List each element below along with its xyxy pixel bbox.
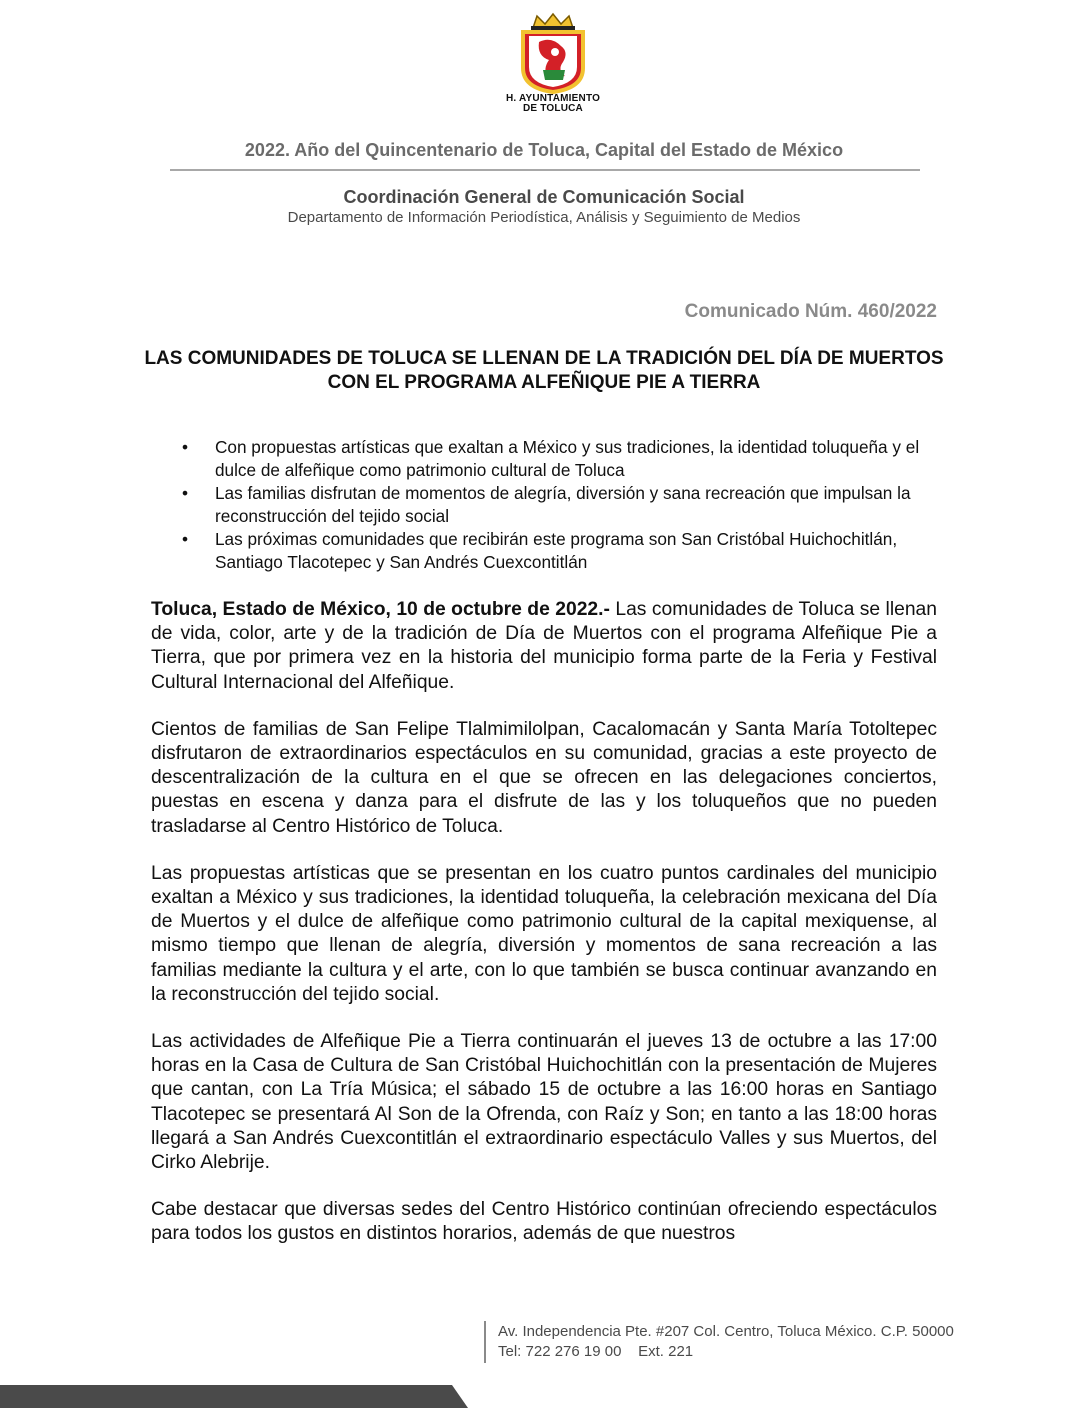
bullet-text: Las próximas comunidades que recibirán este programa son San Cristóbal Huichochitlán, Santiago Tlacotepec y San Andrés Cuexcontitlán [215, 529, 898, 572]
logo-text-line1: H. AYUNTAMIENTO [505, 93, 601, 104]
list-item [182, 528, 922, 574]
bullet-icon: • [182, 529, 189, 549]
list-item [182, 436, 922, 482]
summary-bullets [182, 436, 922, 574]
footer-address: Av. Independencia Pte. #207 Col. Centro, Toluca México. C.P. 50000 [498, 1323, 954, 1340]
toluca-coat-of-arms-logo [498, 12, 608, 120]
footer-phone: Tel: 722 276 19 00 Ext. 221 [498, 1343, 694, 1360]
bullet-icon: • [182, 483, 189, 503]
paragraph-4: Las actividades de Alfeñique Pie a Tierra continuarán el jueves 13 de octubre a las 17:00 horas en la Casa de Cultura de San Cristóbal Huichochitlán con la presentación de Mujeres que cantan, con La Tría Música; el sábado 15 de octubre a las 16:00 horas en Santiago Tlacotepec se presentará Al Son de la Ofrenda, con Raíz y Son; en tanto a las 18:00 horas llegará a San Andrés Cuexcontitlán el extraordinario espectáculo Valles y sus Muertos, del Cirko Alebrije. [151, 1031, 937, 1174]
paragraph-3: Las propuestas artísticas que se presentan en los cuatro puntos cardinales del municipio exaltan a México y sus tradiciones, la identidad toluqueña, la celebración mexicana del Día de Muertos y el dulce de alfeñique como patrimonio cultural de la capital mexiquense, al mismo tiempo que llenan de alegría, diversión y momentos de sana recreación a las familias mediante la cultura y el arte, con lo que también se busca continuar avanzando en la reconstrucción del tejido social. [151, 862, 937, 1005]
list-item [182, 482, 922, 528]
footer-contact [498, 1322, 954, 1362]
coordination-title: Coordinación General de Comunicación Social [343, 187, 745, 207]
headline: LAS COMUNIDADES DE TOLUCA SE LLENAN DE LA TRADICIÓN DEL DÍA DE MUERTOS CON EL PROGRAMA ALFEÑIQUE PIE A TIERRA [144, 348, 944, 393]
footer-divider [484, 1321, 486, 1363]
paragraph-2: Cientos de familias de San Felipe Tlalmimilolpan, Cacalomacán y Santa María Totoltepec disfrutaron de extraordinarios espectáculos en su comunidad, gracias a este proyecto de descentralización de la cultura en el que se ofrecen en las delegaciones conciertos, puestas en escena y danza para el disfrute de las y los toluqueños que no pueden trasladarse al Centro Histórico de Toluca. [151, 718, 937, 837]
article-body [151, 598, 937, 1270]
logo-text-line2: DE TOLUCA [523, 103, 583, 114]
bottom-decorative-band [0, 1385, 1088, 1408]
bullet-text: Con propuestas artísticas que exaltan a México y sus tradiciones, la identidad toluqueña y el dulce de alfeñique como patrimonio cultural de Toluca [215, 437, 920, 480]
paragraph-1-text: Las comunidades de Toluca se llenan de vida, color, arte y de la tradición de Día de Muertos con el programa Alfeñique Pie a Tierra, que por primera vez en la historia del municipio forma parte de la Feria y Festival Cultural Internacional del Alfeñique. [151, 599, 937, 693]
paragraph-5: Cabe destacar que diversas sedes del Centro Histórico continúan ofreciendo espectáculos para todos los gustos en distintos horarios, además de que nuestros [151, 1199, 937, 1245]
bullet-text: Las familias disfrutan de momentos de alegría, diversión y sana recreación que impulsan la reconstrucción del tejido social [215, 483, 911, 526]
department-subtitle: Departamento de Información Periodística, Análisis y Seguimiento de Medios [287, 209, 801, 226]
release-number: Comunicado Núm. 460/2022 [684, 301, 937, 322]
bullet-icon: • [182, 437, 189, 457]
year-slogan: 2022. Año del Quincentenario de Toluca, Capital del Estado de México [244, 140, 844, 160]
header-divider [170, 169, 920, 171]
dateline: Toluca, Estado de México, 10 de octubre de 2022.- [151, 599, 610, 620]
paragraph-1 [151, 598, 937, 695]
shield-icon [513, 12, 593, 94]
